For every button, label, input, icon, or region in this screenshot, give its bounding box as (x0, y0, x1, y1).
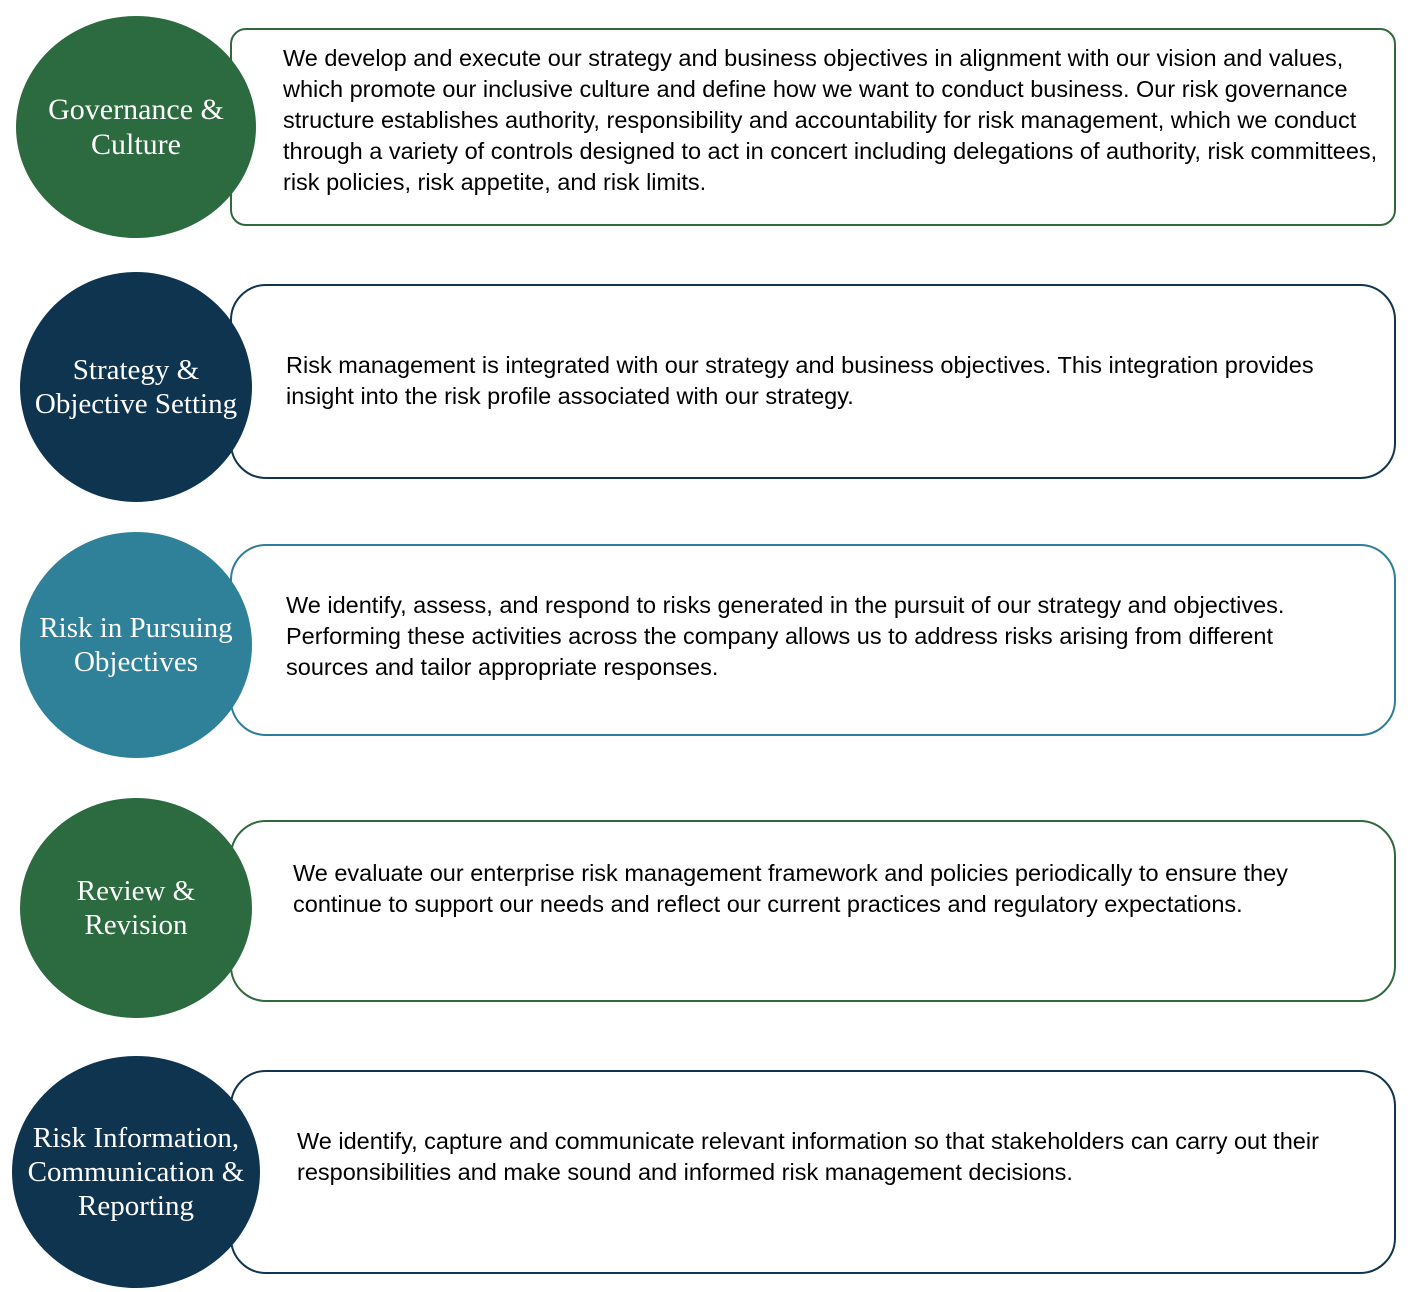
stage-bubble-risk-in-pursuing-objectives (20, 532, 252, 758)
stage-label: Review & Revision (76, 874, 196, 941)
description-text: We identify, assess, and respond to risks generated in the pursuit of our strategy and objectives. Performing these activities across the company allows us to address risks arising from different sources and tailor appropriate responses. (286, 592, 1291, 681)
stage-label: Risk Information, Communication & Reporting (27, 1121, 245, 1223)
stage-label: Governance & Culture (48, 92, 224, 161)
stage-label: Strategy & Objective Setting (34, 353, 238, 420)
diagram-row-strategy-objective-setting (0, 272, 1413, 502)
stage-bubble-risk-information-communication-reporting (12, 1056, 260, 1288)
diagram-row-governance-culture (0, 16, 1413, 238)
stage-bubble-governance-culture (16, 16, 256, 238)
diagram-row-risk-information-communication-reporting (0, 1056, 1413, 1288)
description-text: We evaluate our enterprise risk management framework and policies periodically to ensure they continue to support our needs and reflect our current practices and regulatory expectations. (293, 860, 1295, 918)
diagram-row-risk-in-pursuing-objectives (0, 532, 1413, 758)
description-text: We develop and execute our strategy and business objectives in alignment with our vision and values, which promote our inclusive culture and define how we want to conduct business. Our risk governance structure establishes authority, responsibility and accountability for risk management, which we conduct through a variety of controls designed to act in concert including delegations of authority, risk committees, risk policies, risk appetite, and risk limits. (283, 45, 1384, 196)
stage-bubble-strategy-objective-setting (20, 272, 252, 502)
description-text: Risk management is integrated with our strategy and business objectives. This integration provides insight into the risk profile associated with our strategy. (286, 352, 1321, 410)
stage-label: Risk in Pursuing Objectives (39, 611, 233, 678)
stage-bubble-review-revision (20, 798, 252, 1018)
diagram-row-review-revision (0, 798, 1413, 1018)
description-text: We identify, capture and communicate relevant information so that stakeholders can carry out their responsibilities and make sound and informed risk management decisions. (297, 1128, 1326, 1186)
